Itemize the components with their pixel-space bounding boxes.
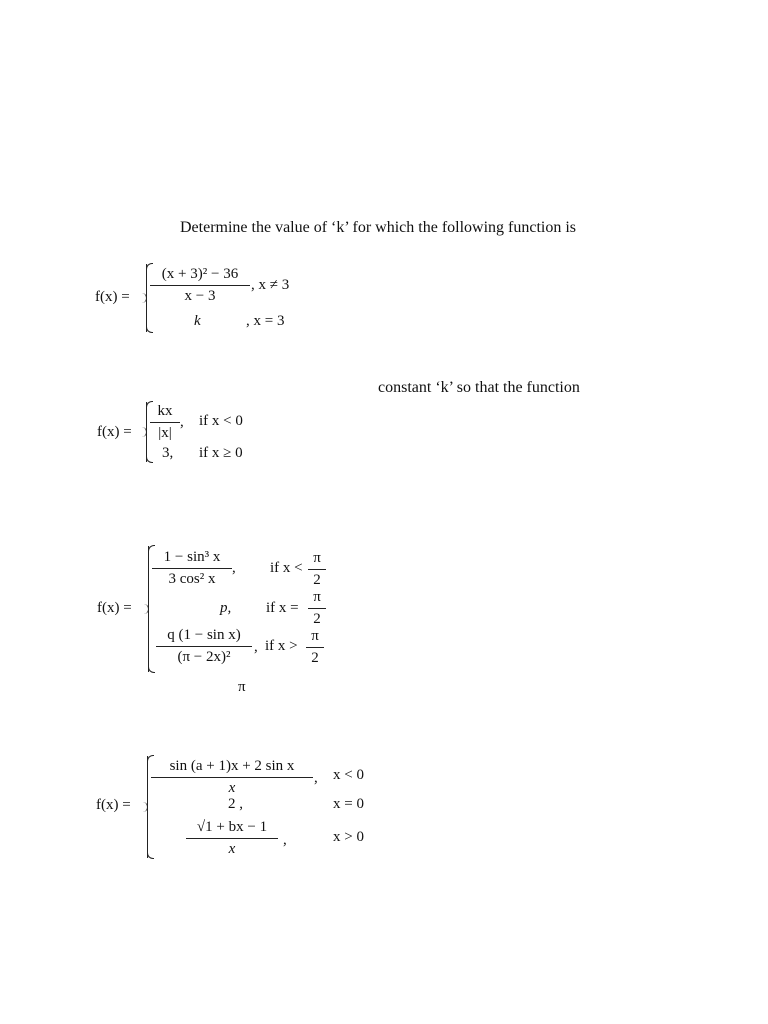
eq2-case2-cond: if x ≥ 0 (199, 445, 243, 461)
eq2-case1-fraction (150, 403, 180, 442)
eq4-case2-cond: x = 0 (333, 796, 364, 812)
eq3-case3-fraction (156, 627, 252, 666)
eq4-lhs: f(x) = (96, 797, 131, 813)
eq3-case1-pi-fraction (308, 550, 326, 589)
eq3-case3-num: q (1 − sin x) (156, 627, 252, 647)
eq4-case1-num: sin (a + 1)x + 2 sin x (151, 758, 313, 778)
eq3-case1-cond: if x < (270, 560, 303, 576)
eq1-case1-cond: , x ≠ 3 (251, 277, 290, 293)
prompt-line-1: Determine the value of ‘k’ for which the following function is (180, 219, 577, 236)
eq1-case2-val: k (194, 313, 201, 329)
eq3-case2-val: p, (220, 600, 232, 616)
eq4-case3-comma: , (283, 832, 287, 848)
eq3-case1-pi-num: π (308, 550, 326, 570)
eq3-case1-comma: , (232, 560, 236, 576)
eq3-case3-den: (π − 2x)² (177, 649, 231, 665)
eq2-case1-cond: if x < 0 (199, 413, 243, 429)
eq3-case2-pi-den: 2 (313, 611, 321, 627)
eq4-case1-comma: , (314, 770, 318, 786)
eq3-case3-pi-den: 2 (311, 650, 319, 666)
eq1-case2-cond: , x = 3 (246, 313, 285, 329)
eq1-case1-fraction (150, 266, 250, 305)
eq4-case3-num: √1 + bx − 1 (186, 819, 278, 839)
eq4-case1-fraction (151, 758, 313, 797)
eq1-case1-num: (x + 3)² − 36 (150, 266, 250, 286)
eq3-case3-pi-num: π (306, 628, 324, 648)
eq3-case2-cond: if x = (266, 600, 299, 616)
eq4-case3-fraction (186, 819, 278, 858)
eq3-case1-fraction (152, 549, 232, 588)
eq4-case3-den: x (228, 841, 236, 857)
eq2-lhs: f(x) = (97, 424, 132, 440)
lone-pi: π (238, 679, 246, 695)
eq3-case3-cond: if x > (265, 638, 298, 654)
eq1-case1-den: x − 3 (184, 288, 216, 304)
eq2-case1-comma: , (180, 414, 184, 430)
eq2-case2-val: 3, (162, 445, 174, 461)
eq4-case2-val: 2 , (228, 796, 243, 812)
eq3-case2-pi-fraction (308, 589, 326, 628)
eq3-case1-pi-den: 2 (313, 572, 321, 588)
eq3-case3-comma: , (254, 639, 258, 655)
eq3-case3-pi-fraction (306, 628, 324, 667)
eq1-lhs: f(x) = (95, 289, 130, 305)
eq3-lhs: f(x) = (97, 600, 132, 616)
eq4-case3-cond: x > 0 (333, 829, 364, 845)
prompt-line-2: constant ‘k’ so that the function (378, 379, 580, 396)
eq3-case2-pi-num: π (308, 589, 326, 609)
eq2-case1-num: kx (150, 403, 180, 423)
eq3-case1-num: 1 − sin³ x (152, 549, 232, 569)
eq4-case1-cond: x < 0 (333, 767, 364, 783)
eq2-case1-den: |x| (158, 425, 172, 441)
eq4-case1-den: x (228, 780, 236, 796)
eq3-case1-den: 3 cos² x (168, 571, 216, 587)
